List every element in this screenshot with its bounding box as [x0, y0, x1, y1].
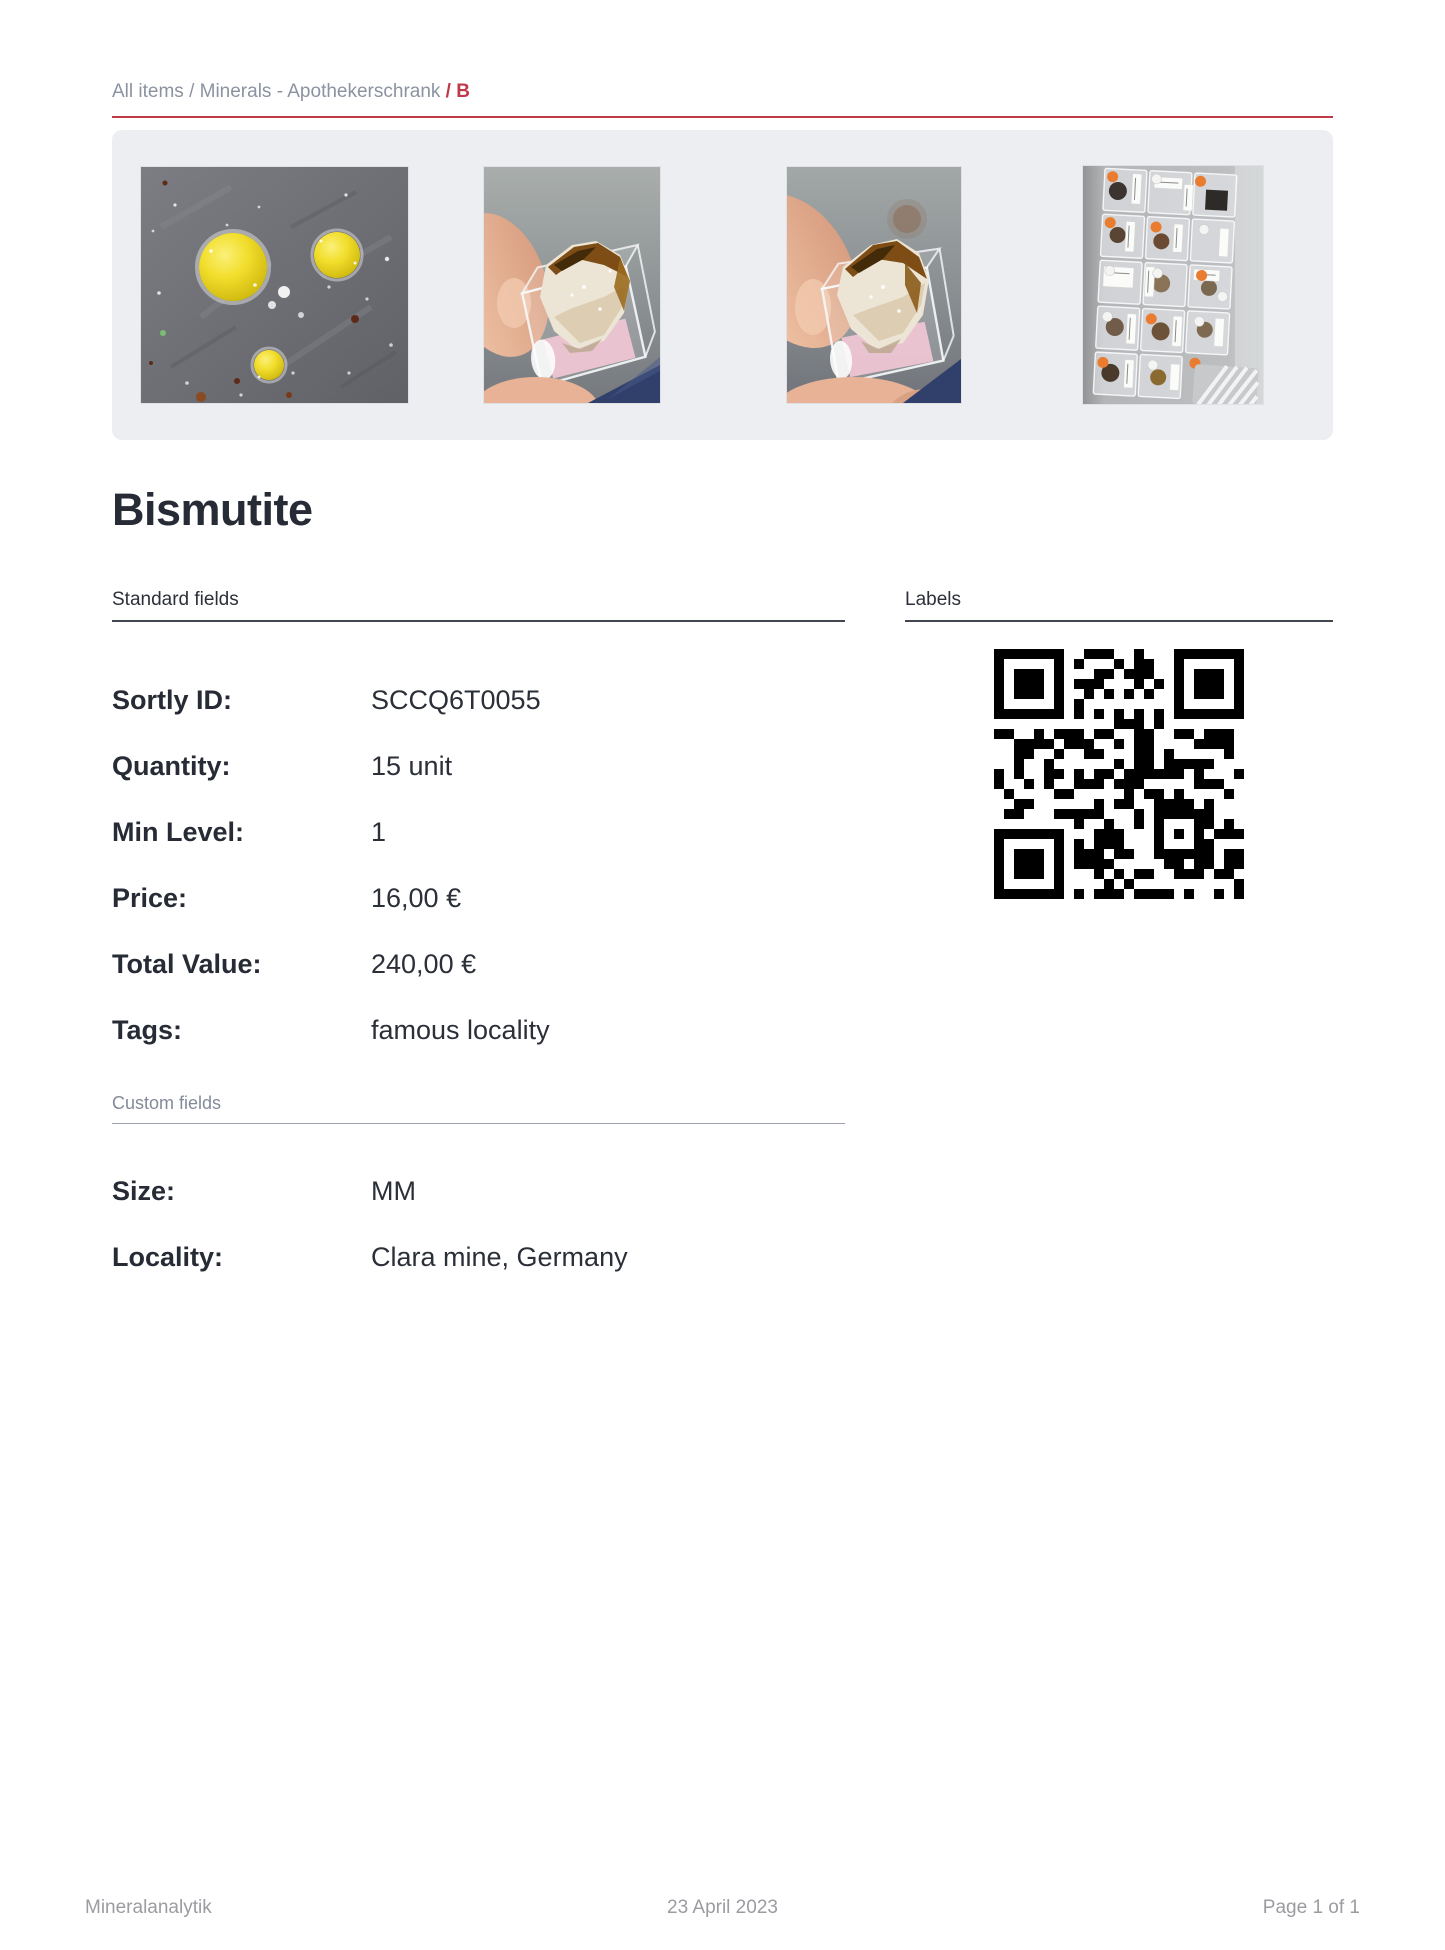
field-value: 240,00 €	[371, 949, 477, 979]
standard-fields-list	[112, 685, 845, 1046]
field-value: Clara mine, Germany	[371, 1242, 628, 1272]
page-footer	[85, 1897, 1360, 1919]
page-title: Bismutite	[112, 484, 313, 535]
photo-specimen-drawer[interactable]	[1083, 166, 1263, 404]
details-columns	[112, 589, 1333, 1273]
field-label: Size:	[112, 1176, 176, 1206]
breadcrumb[interactable]	[112, 80, 1333, 103]
field-label: Tags:	[112, 1015, 183, 1045]
standard-fields-header: Standard fields	[112, 589, 845, 622]
field-label: Min Level:	[112, 817, 245, 847]
field-label: Sortly ID:	[112, 685, 233, 715]
footer-date: 23 April 2023	[667, 1897, 778, 1918]
field-row-size	[112, 1176, 845, 1207]
photo-2-image	[484, 167, 660, 403]
field-value: 15 unit	[371, 751, 453, 781]
field-row-total-value	[112, 949, 845, 980]
field-row-tags	[112, 1015, 845, 1046]
report-page	[0, 80, 1445, 1918]
field-label: Quantity:	[112, 751, 231, 781]
labels-column	[905, 589, 1333, 899]
photo-1-image	[141, 167, 408, 403]
photo-specimen-box-1[interactable]	[484, 167, 660, 403]
field-row-quantity	[112, 751, 845, 782]
field-label: Locality:	[112, 1242, 224, 1272]
field-row-locality	[112, 1242, 845, 1273]
breadcrumb-current: B	[456, 81, 470, 102]
breadcrumb-divider	[112, 116, 1333, 118]
fields-column	[112, 589, 845, 1273]
labels-header: Labels	[905, 589, 1333, 622]
field-value: SCCQ6T0055	[371, 685, 541, 715]
photo-specimen-box-2[interactable]	[787, 167, 961, 403]
footer-company: Mineralanalytik	[85, 1897, 212, 1918]
field-value: MM	[371, 1176, 416, 1206]
qr-code	[905, 649, 1333, 899]
field-value: 1	[371, 817, 387, 847]
field-value: 16,00 €	[371, 883, 462, 913]
breadcrumb-separator: /	[440, 81, 457, 102]
photo-bismutite-spheres[interactable]	[141, 167, 408, 403]
field-row-price	[112, 883, 845, 914]
field-label: Price:	[112, 883, 188, 913]
qr-code-image	[994, 649, 1244, 899]
breadcrumb-trail[interactable]: All items / Minerals - Apothekerschrank	[112, 81, 441, 102]
footer-page-number: Page 1 of 1	[1262, 1897, 1360, 1918]
photo-4-image	[1083, 166, 1263, 404]
photo-3-image	[787, 167, 961, 403]
photo-gallery	[112, 130, 1333, 440]
custom-fields-list	[112, 1176, 845, 1273]
field-value: famous locality	[371, 1015, 550, 1045]
field-row-sortly-id	[112, 685, 845, 716]
field-row-min-level	[112, 817, 845, 848]
field-label: Total Value:	[112, 949, 262, 979]
custom-fields-header: Custom fields	[112, 1092, 845, 1124]
